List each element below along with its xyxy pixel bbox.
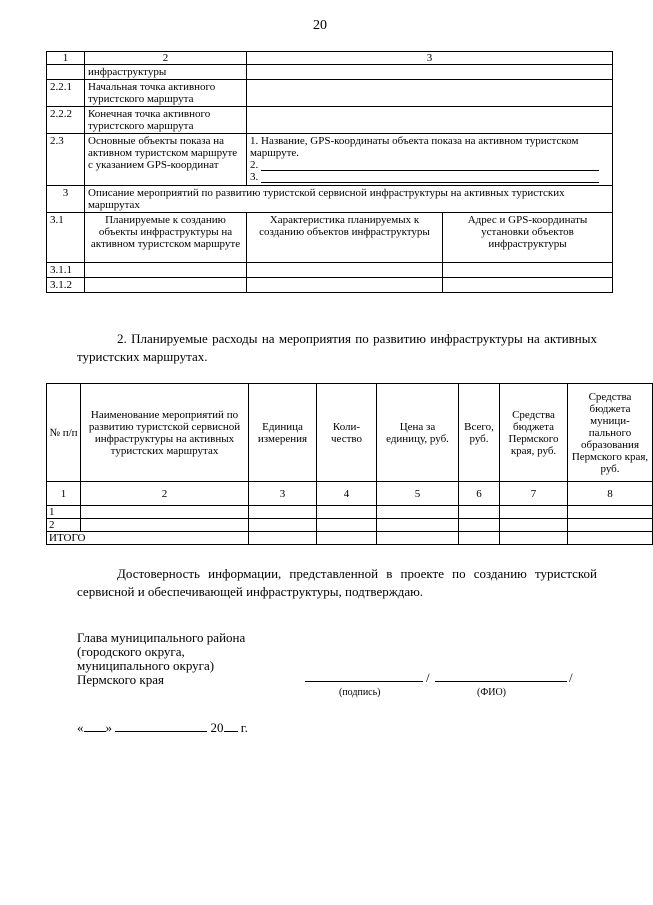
row-value-cell	[247, 80, 613, 107]
year-suffix: г.	[240, 720, 248, 735]
header-cell: Цена за единицу, руб.	[377, 384, 459, 482]
route-infrastructure-table	[46, 51, 613, 293]
cell	[459, 532, 500, 545]
object-item-2	[250, 159, 609, 171]
expenses-table	[46, 383, 653, 545]
table-row	[47, 107, 613, 134]
signature-line[interactable]	[305, 681, 423, 682]
row-number-cell: 3.1	[47, 213, 85, 263]
full-name-caption: (ФИО)	[477, 687, 507, 698]
planned-objects-header: Планируемые к созданию объекты инфраструктуры на активном туристском маршруте	[85, 213, 247, 263]
object-item-2-number: 2.	[250, 159, 259, 171]
row-number-cell	[47, 65, 85, 80]
day-blank[interactable]	[84, 719, 106, 732]
row-label-cell: Описание мероприятий по развитию туристской сервисной инфраструктуры на активных туристских маршрутах	[85, 186, 613, 213]
column-number: 3	[249, 482, 317, 506]
header-cell: Коли-чество	[317, 384, 377, 482]
cell	[377, 506, 459, 519]
row-label-cell: Основные объекты показа на активном туристском маршруте с указанием GPS-координат	[85, 134, 247, 186]
table-header-row	[47, 52, 613, 65]
row-number-cell: 3.1.2	[47, 278, 85, 293]
confirmation-text: Достоверность информации, представленной в проекте по созданию туристской сервисной и обеспечивающей инфраструктуры, подтверждаю.	[77, 566, 597, 599]
table-row	[47, 186, 613, 213]
row-number-cell: 1	[47, 506, 81, 519]
header-cell: Средства бюджета Пермского края, руб.	[500, 384, 568, 482]
signature-slash: /	[426, 670, 430, 685]
total-label: ИТОГО	[47, 532, 249, 545]
row-label-cell: инфраструктуры	[85, 65, 247, 80]
table-header-row	[47, 384, 653, 482]
object-item-2-blank	[261, 160, 599, 171]
full-name-slash: /	[569, 670, 573, 685]
header-cell: 2	[85, 52, 247, 65]
year-prefix: 20	[210, 720, 224, 735]
table-row	[47, 519, 653, 532]
table-row	[47, 506, 653, 519]
object-item-3	[250, 171, 609, 183]
cell	[459, 506, 500, 519]
column-number: 5	[377, 482, 459, 506]
column-number-row	[47, 482, 653, 506]
table-row	[47, 134, 613, 186]
table-row	[47, 213, 613, 263]
table-row	[47, 65, 613, 80]
table-row	[47, 278, 613, 293]
full-name-line[interactable]	[435, 681, 567, 682]
signatory-line-4: Пермского края	[77, 672, 164, 687]
header-cell: 3	[247, 52, 613, 65]
column-number: 8	[568, 482, 653, 506]
row-label-cell: Начальная точка активного туристского маршрута	[85, 80, 247, 107]
signatory-line-2: (городского округа,	[77, 644, 185, 659]
cell	[443, 263, 613, 278]
column-number: 6	[459, 482, 500, 506]
header-cell: № п/п	[47, 384, 81, 482]
object-item-3-number: 3.	[250, 171, 259, 183]
column-number: 1	[47, 482, 81, 506]
row-value-cell	[247, 107, 613, 134]
cell	[85, 278, 247, 293]
header-cell: 1	[47, 52, 85, 65]
row-label-cell: Конечная точка активного туристского маршрута	[85, 107, 247, 134]
cell	[459, 519, 500, 532]
cell	[85, 263, 247, 278]
row-number-cell: 2.2.2	[47, 107, 85, 134]
cell	[568, 532, 653, 545]
date-open-quote: «	[77, 720, 84, 735]
header-cell: Средства бюджета муници-пального образования Пермского края, руб.	[568, 384, 653, 482]
row-number-cell: 3	[47, 186, 85, 213]
cell	[249, 532, 317, 545]
total-row	[47, 532, 653, 545]
cell	[81, 519, 249, 532]
header-cell: Наименование мероприятий по развитию туристской сервисной инфраструктуры на активных туристских маршрутах	[81, 384, 249, 482]
row-number-cell: 3.1.1	[47, 263, 85, 278]
signature-block	[305, 670, 580, 700]
cell	[377, 532, 459, 545]
signature-caption: (подпись)	[339, 687, 381, 698]
cell	[377, 519, 459, 532]
cell	[500, 506, 568, 519]
cell	[317, 506, 377, 519]
date-close-quote: »	[105, 720, 112, 735]
address-gps-header: Адрес и GPS-координаты установки объектов инфраструктуры	[443, 213, 613, 263]
page-number: 20	[313, 18, 327, 33]
row-number-cell: 2	[47, 519, 81, 532]
object-item-3-blank	[261, 172, 599, 183]
cell	[500, 532, 568, 545]
cell	[443, 278, 613, 293]
table-row	[47, 263, 613, 278]
column-number: 4	[317, 482, 377, 506]
signatory-title	[77, 631, 317, 687]
characteristics-header: Характеристика планируемых к созданию объектов инфраструктуры	[247, 213, 443, 263]
signatory-line-3: муниципального округа)	[77, 658, 215, 673]
column-number: 2	[81, 482, 249, 506]
cell	[247, 263, 443, 278]
cell	[249, 519, 317, 532]
cell	[500, 519, 568, 532]
section-2-heading: 2. Планируемые расходы на мероприятия по развитию инфраструктуры на активных туристских маршрутах.	[77, 331, 597, 364]
header-cell: Всего, руб.	[459, 384, 500, 482]
date-line	[77, 719, 248, 736]
cell	[568, 506, 653, 519]
cell	[317, 532, 377, 545]
cell	[249, 506, 317, 519]
month-blank[interactable]	[115, 719, 207, 732]
row-value-cell	[247, 65, 613, 80]
object-item-1: 1. Название, GPS-координаты объекта показа на активном туристском маршруте.	[250, 135, 579, 159]
row-number-cell: 2.2.1	[47, 80, 85, 107]
row-number-cell: 2.3	[47, 134, 85, 186]
table-row	[47, 80, 613, 107]
cell	[317, 519, 377, 532]
signatory-line-1: Глава муниципального района	[77, 630, 246, 645]
column-number: 7	[500, 482, 568, 506]
header-cell: Единица измерения	[249, 384, 317, 482]
cell	[568, 519, 653, 532]
cell	[247, 278, 443, 293]
row-value-cell	[247, 134, 613, 186]
cell	[81, 506, 249, 519]
year-blank[interactable]	[224, 719, 238, 732]
